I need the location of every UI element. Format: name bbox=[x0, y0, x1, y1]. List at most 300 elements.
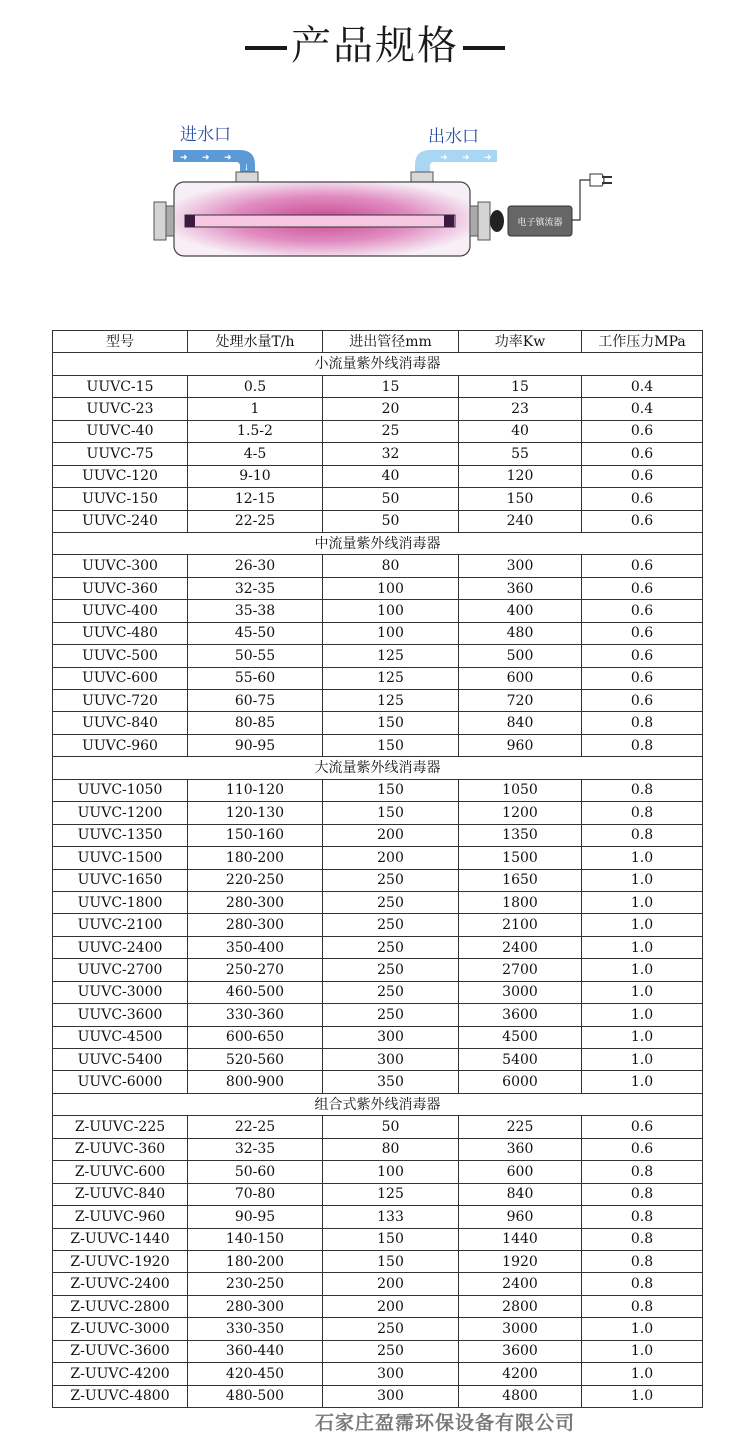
cell-power: 3600 bbox=[459, 1340, 582, 1362]
cell-flow: 0.5 bbox=[188, 375, 323, 397]
cell-power: 4200 bbox=[459, 1363, 582, 1385]
cell-model: UUVC-15 bbox=[53, 375, 188, 397]
table-row bbox=[53, 891, 703, 913]
page-title-text: 产品规格 bbox=[291, 23, 459, 69]
cell-model: UUVC-3000 bbox=[53, 981, 188, 1003]
cell-power: 720 bbox=[459, 690, 582, 712]
table-row bbox=[53, 1228, 703, 1250]
table-row bbox=[53, 959, 703, 981]
cell-model: Z-UUVC-600 bbox=[53, 1161, 188, 1183]
cell-flow: 4-5 bbox=[188, 443, 323, 465]
cell-model: UUVC-1650 bbox=[53, 869, 188, 891]
group-header-row bbox=[53, 757, 703, 779]
cell-pressure: 0.8 bbox=[582, 1206, 703, 1228]
table-row bbox=[53, 779, 703, 801]
flow-arrow-icon: ➜ bbox=[180, 153, 188, 163]
cell-pipe-diameter: 250 bbox=[323, 891, 459, 913]
cell-pressure: 0.6 bbox=[582, 600, 703, 622]
cell-power: 2400 bbox=[459, 936, 582, 958]
cell-flow: 55-60 bbox=[188, 667, 323, 689]
cell-pressure: 0.6 bbox=[582, 1138, 703, 1160]
cell-flow: 420-450 bbox=[188, 1363, 323, 1385]
table-row bbox=[53, 981, 703, 1003]
cell-pipe-diameter: 100 bbox=[323, 622, 459, 644]
cell-pipe-diameter: 100 bbox=[323, 600, 459, 622]
cell-model: UUVC-960 bbox=[53, 734, 188, 756]
inlet-fitting bbox=[236, 172, 258, 182]
cell-power: 5400 bbox=[459, 1049, 582, 1071]
cell-flow: 90-95 bbox=[188, 1206, 323, 1228]
flow-down-arrow-icon: ↓ bbox=[243, 163, 250, 172]
cell-power: 960 bbox=[459, 1206, 582, 1228]
table-row bbox=[53, 1206, 703, 1228]
cell-flow: 140-150 bbox=[188, 1228, 323, 1250]
cell-pipe-diameter: 40 bbox=[323, 465, 459, 487]
cell-model: Z-UUVC-840 bbox=[53, 1183, 188, 1205]
cell-power: 600 bbox=[459, 667, 582, 689]
lamp-left-cap bbox=[185, 215, 195, 227]
cell-power: 15 bbox=[459, 375, 582, 397]
cell-pipe-diameter: 250 bbox=[323, 914, 459, 936]
cell-pressure: 0.6 bbox=[582, 667, 703, 689]
cell-flow: 50-60 bbox=[188, 1161, 323, 1183]
table-row bbox=[53, 1363, 703, 1385]
cell-pressure: 1.0 bbox=[582, 1363, 703, 1385]
cell-flow: 35-38 bbox=[188, 600, 323, 622]
cell-pressure: 0.8 bbox=[582, 1273, 703, 1295]
cell-model: Z-UUVC-4200 bbox=[53, 1363, 188, 1385]
cell-power: 2400 bbox=[459, 1273, 582, 1295]
cell-pressure: 0.8 bbox=[582, 1161, 703, 1183]
cell-pressure: 0.6 bbox=[582, 488, 703, 510]
cell-model: UUVC-720 bbox=[53, 690, 188, 712]
header-power: 功率Kw bbox=[459, 331, 582, 353]
cell-pipe-diameter: 350 bbox=[323, 1071, 459, 1093]
cell-flow: 280-300 bbox=[188, 891, 323, 913]
cell-flow: 50-55 bbox=[188, 645, 323, 667]
group-title: 大流量紫外线消毒器 bbox=[53, 757, 703, 779]
cell-pressure: 0.8 bbox=[582, 734, 703, 756]
header-flow: 处理水量T/h bbox=[188, 331, 323, 353]
table-row bbox=[53, 869, 703, 891]
cell-pipe-diameter: 125 bbox=[323, 667, 459, 689]
cell-model: UUVC-3600 bbox=[53, 1004, 188, 1026]
cell-pressure: 0.6 bbox=[582, 1116, 703, 1138]
cell-pipe-diameter: 300 bbox=[323, 1385, 459, 1407]
outlet-pipe bbox=[415, 150, 497, 172]
cell-pressure: 1.0 bbox=[582, 847, 703, 869]
cell-pressure: 1.0 bbox=[582, 891, 703, 913]
connector bbox=[490, 210, 504, 232]
table-row bbox=[53, 1138, 703, 1160]
spec-table bbox=[52, 330, 703, 1408]
cell-model: UUVC-1200 bbox=[53, 802, 188, 824]
cell-model: UUVC-23 bbox=[53, 398, 188, 420]
cell-flow: 480-500 bbox=[188, 1385, 323, 1407]
cell-pressure: 1.0 bbox=[582, 981, 703, 1003]
table-row bbox=[53, 914, 703, 936]
cell-pressure: 0.6 bbox=[582, 645, 703, 667]
power-cord bbox=[572, 180, 590, 220]
cell-pipe-diameter: 150 bbox=[323, 734, 459, 756]
cell-pressure: 0.6 bbox=[582, 555, 703, 577]
cell-power: 360 bbox=[459, 577, 582, 599]
cell-pipe-diameter: 32 bbox=[323, 443, 459, 465]
cell-power: 55 bbox=[459, 443, 582, 465]
cell-model: UUVC-1050 bbox=[53, 779, 188, 801]
table-header-row bbox=[53, 331, 703, 353]
cell-pressure: 0.4 bbox=[582, 375, 703, 397]
cell-model: Z-UUVC-960 bbox=[53, 1206, 188, 1228]
cell-flow: 230-250 bbox=[188, 1273, 323, 1295]
cell-pipe-diameter: 250 bbox=[323, 981, 459, 1003]
table-row bbox=[53, 1318, 703, 1340]
cell-pipe-diameter: 150 bbox=[323, 1250, 459, 1272]
cell-model: UUVC-2100 bbox=[53, 914, 188, 936]
cell-pipe-diameter: 125 bbox=[323, 1183, 459, 1205]
cell-power: 1440 bbox=[459, 1228, 582, 1250]
cell-power: 40 bbox=[459, 420, 582, 442]
table-row bbox=[53, 734, 703, 756]
cell-pressure: 0.4 bbox=[582, 398, 703, 420]
table-row bbox=[53, 1004, 703, 1026]
cell-flow: 520-560 bbox=[188, 1049, 323, 1071]
table-row bbox=[53, 622, 703, 644]
cell-flow: 90-95 bbox=[188, 734, 323, 756]
cell-pipe-diameter: 300 bbox=[323, 1026, 459, 1048]
cell-power: 300 bbox=[459, 555, 582, 577]
table-row bbox=[53, 488, 703, 510]
cell-pipe-diameter: 20 bbox=[323, 398, 459, 420]
cell-power: 120 bbox=[459, 465, 582, 487]
cell-pressure: 0.8 bbox=[582, 1228, 703, 1250]
cell-pipe-diameter: 250 bbox=[323, 959, 459, 981]
cell-model: Z-UUVC-225 bbox=[53, 1116, 188, 1138]
spec-table-body bbox=[53, 353, 703, 1408]
cell-pressure: 0.6 bbox=[582, 465, 703, 487]
table-row bbox=[53, 600, 703, 622]
group-title: 小流量紫外线消毒器 bbox=[53, 353, 703, 375]
table-row bbox=[53, 1161, 703, 1183]
cell-flow: 360-440 bbox=[188, 1340, 323, 1362]
cell-model: UUVC-40 bbox=[53, 420, 188, 442]
cell-pressure: 1.0 bbox=[582, 869, 703, 891]
cell-pipe-diameter: 150 bbox=[323, 712, 459, 734]
cell-model: Z-UUVC-4800 bbox=[53, 1385, 188, 1407]
cell-flow: 1 bbox=[188, 398, 323, 420]
cell-flow: 460-500 bbox=[188, 981, 323, 1003]
cell-model: UUVC-400 bbox=[53, 600, 188, 622]
ballast-label: 电子镇流器 bbox=[517, 218, 563, 228]
cell-pipe-diameter: 100 bbox=[323, 577, 459, 599]
cell-model: UUVC-300 bbox=[53, 555, 188, 577]
cell-flow: 26-30 bbox=[188, 555, 323, 577]
cell-flow: 600-650 bbox=[188, 1026, 323, 1048]
table-row bbox=[53, 443, 703, 465]
cell-pipe-diameter: 125 bbox=[323, 645, 459, 667]
cell-pipe-diameter: 250 bbox=[323, 869, 459, 891]
left-end-cap bbox=[154, 202, 166, 240]
cell-power: 240 bbox=[459, 510, 582, 532]
cell-model: UUVC-360 bbox=[53, 577, 188, 599]
cell-pressure: 1.0 bbox=[582, 1385, 703, 1407]
cell-model: UUVC-120 bbox=[53, 465, 188, 487]
cell-power: 3600 bbox=[459, 1004, 582, 1026]
company-watermark: 石家庄盈霈环保设备有限公司 bbox=[314, 1412, 575, 1434]
cell-pressure: 1.0 bbox=[582, 1049, 703, 1071]
cell-pressure: 0.6 bbox=[582, 443, 703, 465]
group-title: 组合式紫外线消毒器 bbox=[53, 1093, 703, 1115]
cell-model: UUVC-6000 bbox=[53, 1071, 188, 1093]
cell-flow: 330-350 bbox=[188, 1318, 323, 1340]
cell-model: UUVC-480 bbox=[53, 622, 188, 644]
flow-arrow-icon: ➜ bbox=[484, 153, 492, 163]
cell-power: 2100 bbox=[459, 914, 582, 936]
cell-pressure: 0.6 bbox=[582, 510, 703, 532]
cell-flow: 22-25 bbox=[188, 510, 323, 532]
cell-power: 600 bbox=[459, 1161, 582, 1183]
cell-power: 225 bbox=[459, 1116, 582, 1138]
title-dash-right bbox=[463, 46, 505, 50]
cell-model: UUVC-840 bbox=[53, 712, 188, 734]
cell-flow: 60-75 bbox=[188, 690, 323, 712]
table-row bbox=[53, 1273, 703, 1295]
table-row bbox=[53, 847, 703, 869]
group-title: 中流量紫外线消毒器 bbox=[53, 532, 703, 554]
cell-pressure: 0.8 bbox=[582, 1250, 703, 1272]
cell-flow: 330-360 bbox=[188, 1004, 323, 1026]
cell-power: 840 bbox=[459, 712, 582, 734]
cell-flow: 350-400 bbox=[188, 936, 323, 958]
table-row bbox=[53, 1116, 703, 1138]
cell-pressure: 1.0 bbox=[582, 936, 703, 958]
cell-model: Z-UUVC-3600 bbox=[53, 1340, 188, 1362]
cell-pipe-diameter: 150 bbox=[323, 1228, 459, 1250]
cell-pipe-diameter: 250 bbox=[323, 936, 459, 958]
cell-flow: 32-35 bbox=[188, 1138, 323, 1160]
cell-pressure: 1.0 bbox=[582, 1340, 703, 1362]
cell-pressure: 0.8 bbox=[582, 712, 703, 734]
cell-model: UUVC-4500 bbox=[53, 1026, 188, 1048]
table-row bbox=[53, 667, 703, 689]
cell-flow: 32-35 bbox=[188, 577, 323, 599]
cell-flow: 800-900 bbox=[188, 1071, 323, 1093]
cell-pipe-diameter: 150 bbox=[323, 779, 459, 801]
cell-pressure: 1.0 bbox=[582, 1004, 703, 1026]
cell-power: 480 bbox=[459, 622, 582, 644]
cell-model: UUVC-75 bbox=[53, 443, 188, 465]
cell-power: 1050 bbox=[459, 779, 582, 801]
cell-flow: 9-10 bbox=[188, 465, 323, 487]
cell-flow: 180-200 bbox=[188, 1250, 323, 1272]
cell-power: 2800 bbox=[459, 1295, 582, 1317]
cell-pressure: 0.6 bbox=[582, 622, 703, 644]
header-model: 型号 bbox=[53, 331, 188, 353]
table-row bbox=[53, 824, 703, 846]
table-row bbox=[53, 1026, 703, 1048]
cell-power: 960 bbox=[459, 734, 582, 756]
cell-power: 150 bbox=[459, 488, 582, 510]
cell-pipe-diameter: 125 bbox=[323, 690, 459, 712]
cell-power: 1200 bbox=[459, 802, 582, 824]
header-pipe-diameter: 进出管径mm bbox=[323, 331, 459, 353]
cell-power: 6000 bbox=[459, 1071, 582, 1093]
table-row bbox=[53, 936, 703, 958]
cell-flow: 1.5-2 bbox=[188, 420, 323, 442]
cell-model: UUVC-600 bbox=[53, 667, 188, 689]
cell-pressure: 1.0 bbox=[582, 1071, 703, 1093]
cell-flow: 22-25 bbox=[188, 1116, 323, 1138]
cell-pipe-diameter: 200 bbox=[323, 1295, 459, 1317]
cell-pressure: 0.8 bbox=[582, 779, 703, 801]
cell-pipe-diameter: 200 bbox=[323, 1273, 459, 1295]
cell-pressure: 0.6 bbox=[582, 690, 703, 712]
uv-sterilizer-diagram bbox=[140, 110, 620, 290]
cell-model: Z-UUVC-2800 bbox=[53, 1295, 188, 1317]
cell-pressure: 0.6 bbox=[582, 420, 703, 442]
cell-pipe-diameter: 50 bbox=[323, 510, 459, 532]
cell-power: 400 bbox=[459, 600, 582, 622]
cell-model: Z-UUVC-1920 bbox=[53, 1250, 188, 1272]
cell-model: UUVC-500 bbox=[53, 645, 188, 667]
cell-power: 3000 bbox=[459, 981, 582, 1003]
lamp-right-cap bbox=[444, 215, 454, 227]
cell-pipe-diameter: 200 bbox=[323, 847, 459, 869]
cell-model: UUVC-1500 bbox=[53, 847, 188, 869]
cell-flow: 250-270 bbox=[188, 959, 323, 981]
cell-pipe-diameter: 300 bbox=[323, 1363, 459, 1385]
outlet-fitting bbox=[411, 172, 433, 182]
cell-pipe-diameter: 300 bbox=[323, 1049, 459, 1071]
uv-lamp bbox=[185, 215, 455, 227]
flow-arrow-icon: ➜ bbox=[202, 153, 210, 163]
cell-power: 1350 bbox=[459, 824, 582, 846]
cell-flow: 180-200 bbox=[188, 847, 323, 869]
cell-model: UUVC-2400 bbox=[53, 936, 188, 958]
flow-arrow-icon: ➜ bbox=[462, 153, 470, 163]
cell-pipe-diameter: 250 bbox=[323, 1004, 459, 1026]
table-row bbox=[53, 645, 703, 667]
table-row bbox=[53, 420, 703, 442]
cell-pipe-diameter: 200 bbox=[323, 824, 459, 846]
right-flange bbox=[470, 206, 478, 236]
table-row bbox=[53, 690, 703, 712]
header-pressure: 工作压力MPa bbox=[582, 331, 703, 353]
cell-pressure: 0.8 bbox=[582, 802, 703, 824]
left-flange bbox=[166, 206, 174, 236]
cell-pipe-diameter: 50 bbox=[323, 488, 459, 510]
cell-pipe-diameter: 250 bbox=[323, 1340, 459, 1362]
cell-flow: 120-130 bbox=[188, 802, 323, 824]
cell-pipe-diameter: 133 bbox=[323, 1206, 459, 1228]
cell-pipe-diameter: 50 bbox=[323, 1116, 459, 1138]
cell-pipe-diameter: 25 bbox=[323, 420, 459, 442]
cell-flow: 70-80 bbox=[188, 1183, 323, 1205]
cell-power: 4500 bbox=[459, 1026, 582, 1048]
cell-model: UUVC-2700 bbox=[53, 959, 188, 981]
page-title bbox=[0, 14, 750, 71]
table-row bbox=[53, 1295, 703, 1317]
cell-pressure: 1.0 bbox=[582, 914, 703, 936]
right-end-cap bbox=[478, 202, 490, 240]
inlet-label: 进水口 bbox=[180, 125, 231, 145]
group-header-row bbox=[53, 353, 703, 375]
cell-flow: 280-300 bbox=[188, 1295, 323, 1317]
cell-pressure: 1.0 bbox=[582, 1318, 703, 1340]
cell-power: 500 bbox=[459, 645, 582, 667]
flow-arrow-icon: ➜ bbox=[440, 153, 448, 163]
outlet-label: 出水口 bbox=[428, 127, 479, 147]
cell-flow: 110-120 bbox=[188, 779, 323, 801]
cell-power: 2700 bbox=[459, 959, 582, 981]
cell-flow: 220-250 bbox=[188, 869, 323, 891]
cell-model: UUVC-1800 bbox=[53, 891, 188, 913]
inlet-pipe bbox=[173, 150, 255, 172]
cell-flow: 12-15 bbox=[188, 488, 323, 510]
title-dash-left bbox=[245, 46, 287, 50]
cell-power: 840 bbox=[459, 1183, 582, 1205]
cell-pressure: 1.0 bbox=[582, 959, 703, 981]
cell-power: 360 bbox=[459, 1138, 582, 1160]
cell-model: Z-UUVC-2400 bbox=[53, 1273, 188, 1295]
cell-model: UUVC-1350 bbox=[53, 824, 188, 846]
cell-pressure: 0.8 bbox=[582, 1295, 703, 1317]
cell-model: Z-UUVC-3000 bbox=[53, 1318, 188, 1340]
cell-model: UUVC-240 bbox=[53, 510, 188, 532]
cell-model: UUVC-150 bbox=[53, 488, 188, 510]
table-row bbox=[53, 1071, 703, 1093]
cell-pipe-diameter: 15 bbox=[323, 375, 459, 397]
table-row bbox=[53, 398, 703, 420]
cell-pressure: 0.8 bbox=[582, 1183, 703, 1205]
table-row bbox=[53, 1183, 703, 1205]
table-row bbox=[53, 555, 703, 577]
cell-power: 1650 bbox=[459, 869, 582, 891]
cell-power: 23 bbox=[459, 398, 582, 420]
cell-power: 1920 bbox=[459, 1250, 582, 1272]
cell-pipe-diameter: 80 bbox=[323, 555, 459, 577]
cell-pipe-diameter: 100 bbox=[323, 1161, 459, 1183]
group-header-row bbox=[53, 1093, 703, 1115]
cell-pipe-diameter: 150 bbox=[323, 802, 459, 824]
cell-model: UUVC-5400 bbox=[53, 1049, 188, 1071]
cell-model: Z-UUVC-1440 bbox=[53, 1228, 188, 1250]
cell-flow: 80-85 bbox=[188, 712, 323, 734]
cell-power: 1500 bbox=[459, 847, 582, 869]
cell-pressure: 1.0 bbox=[582, 1026, 703, 1048]
cell-pressure: 0.6 bbox=[582, 577, 703, 599]
flow-arrow-icon: ➜ bbox=[224, 153, 232, 163]
table-row bbox=[53, 1385, 703, 1407]
cell-flow: 45-50 bbox=[188, 622, 323, 644]
table-row bbox=[53, 1340, 703, 1362]
cell-power: 4800 bbox=[459, 1385, 582, 1407]
table-row bbox=[53, 375, 703, 397]
table-row bbox=[53, 577, 703, 599]
group-header-row bbox=[53, 532, 703, 554]
cell-model: Z-UUVC-360 bbox=[53, 1138, 188, 1160]
table-row bbox=[53, 802, 703, 824]
cell-power: 1800 bbox=[459, 891, 582, 913]
cell-pipe-diameter: 250 bbox=[323, 1318, 459, 1340]
cell-pressure: 0.8 bbox=[582, 824, 703, 846]
table-row bbox=[53, 712, 703, 734]
cell-flow: 150-160 bbox=[188, 824, 323, 846]
table-row bbox=[53, 510, 703, 532]
cell-power: 3000 bbox=[459, 1318, 582, 1340]
cell-pipe-diameter: 80 bbox=[323, 1138, 459, 1160]
table-row bbox=[53, 465, 703, 487]
